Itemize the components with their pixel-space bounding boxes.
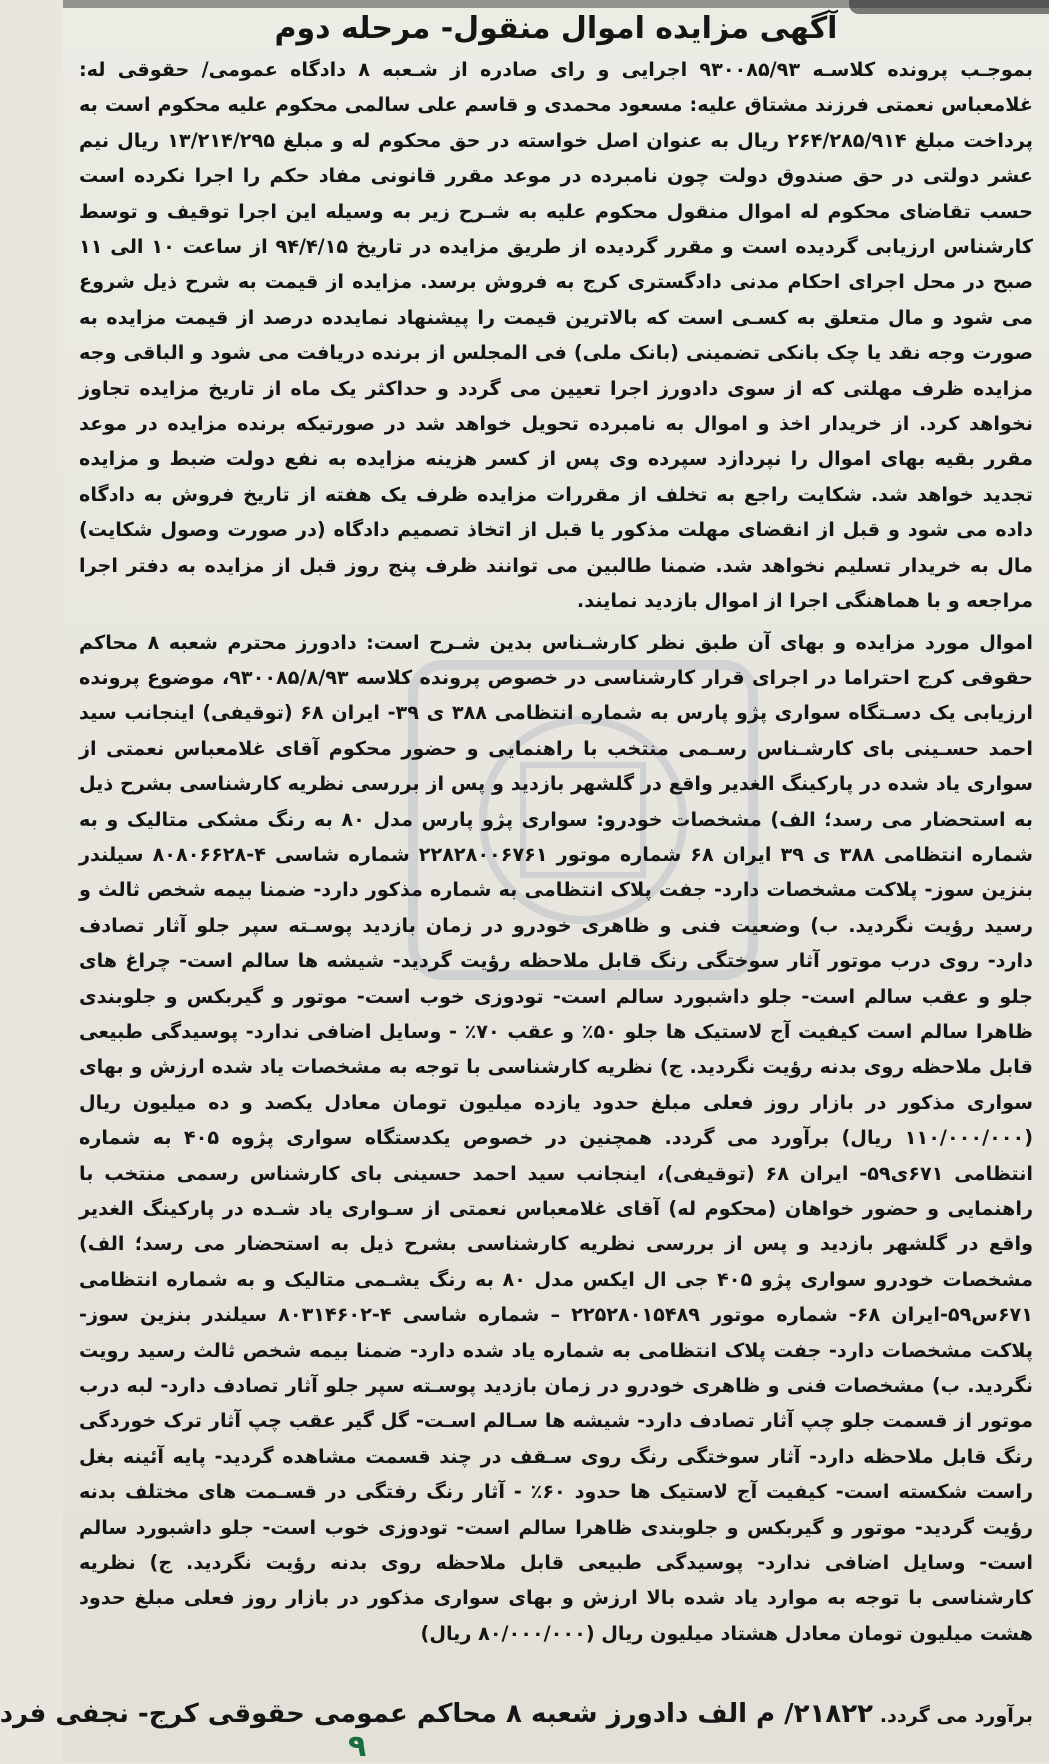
notice-footer: [0, 1696, 1033, 1734]
notice-body: [79, 52, 1033, 1692]
notice-paragraph-1: بموجـب پرونده کلاسـه ۹۳۰۰۸۵/۹۳ اجرایی و رای صادره از شـعبه ۸ دادگاه عمومی/ حقوقی له: غلامعباس نعمتی فرزند مشتاق علیه: مسعود محمدی و قاسم علی سالمی محکوم علیه محکوم است به پرداخت مبلغ ۲۶۴/۲۸۵/۹۱۴ ریال به عنوان اصل خواسته در حق محکوم له و مبلغ ۱۳/۲۱۴/۲۹۵ ریال نیم عشر دولتی در حق صندوق دولت چون نامبرده در موعد مقرر قانونی مفاد حکم را اجرا نکرده است حسب تقاضای محکوم له اموال منقول محکوم علیه به شـرح زیر به وسیله این اجرا توقیف و توسط کارشناس ارزیابی گردیده است و مقرر گردیده از طریق مزایده در تاریخ ۹۴/۴/۱۵ از ساعت ۱۰ الی ۱۱ صبح در محل اجرای احکام مدنی دادگستری کرج به فروش برسد. مزایده از قیمت به شرح ذیل شروع می شود و مال متعلق به کسـی است که بالاترین قیمت را پیشنهاد نمایدده درصد از قیمت مزایده به صورت وجه نقد یا چک بانکی تضمینی (بانک ملی) فی المجلس از برنده دریافت می شود و الباقی وجه مزایده ظرف مهلتی که از سوی دادورز اجرا تعیین می گردد و حداکثر یک ماه از تاریخ مزایده تجاوز نخواهد کرد. از خریدار اخذ و اموال به نامبرده تحویل خواهد شد در صورتیکه برنده مزایده در موعد مقرر بقیه بهای اموال را نپردازد سپرده وی پس از کسر هزینه مزایده به نفع دولت ضبط و مزایده تجدید خواهد شد. شکایت راجع به تخلف از مقررات مزایده ظرف یک هفته از تاریخ فروش به دادگاه داده می شود و قبل از انقضای مهلت مذکور یا قبل از اتخاذ تصمیم دادگاه (در صورت وصول شکایت) مال به خریدار تسلیم نخواهد شد. ضمنا طالبین می توانند ظرف پنج روز قبل از مزایده به دفتر اجرا مراجعه و با هماهنگی اجرا از اموال بازدید نمایند.: [79, 58, 1033, 613]
footer-lead-text: برآورد می گردد.: [879, 1704, 1033, 1727]
signature-line: ۲۱۸۲۲/ م الف دادورز شعبه ۸ محاکم عمومی حقوقی کرج- نجفی فرد: [0, 1699, 874, 1729]
notice-paragraph-2: اموال مورد مزایده و بهای آن طبق نظر کارشـناس بدین شـرح است: دادورز محترم شعبه ۸ محاکم حقوقی کرج احتراما در اجرای قرار کارشناسی در خصوص پرونده کلاسه ۹۳۰۰۸۵/۸/۹۳، موضوع پرونده ارزیابی یک دسـتگاه سواری پژو پارس به شماره انتظامی ۳۸۸ ی ۳۹- ایران ۶۸ (توقیفی) اینجانب سید احمد حسـینی بای کارشـناس رسـمی منتخب با راهنمایی و حضور محکوم آقای غلامعباس نعمتی از سواری یاد شده در پارکینگ الغدیر واقع در گلشهر بازدید و پس از بررسی نظریه کارشناسی بشرح ذیل به استحضار می رسد؛ الف) مشخصات خودرو: سواری پژو پارس مدل ۸۰ به رنگ مشکی متالیک و به شماره انتظامی ۳۸۸ ی ۳۹ ایران ۶۸ شماره موتور ۲۲۸۲۸۰۰۶۷۶۱ شماره شاسی ۴-۸۰۸۰۶۶۲۸ سیلندر بنزین سوز- پلاکت مشخصات دارد- جفت پلاک انتظامی به شماره مذکور دارد- ضمنا بیمه شخص ثالث و رسید رؤیت نگردید. ب) وضعیت فنی و ظاهری خودرو در زمان بازدید پوسـته سپر جلو آثار تصادف دارد- روی درب موتور آثار سوختگی رنگ قابل ملاحظه رؤیت گردید- شیشه ها سالم است- چراغ های جلو و عقب سالم است- جلو داشبورد سالم است- تودوزی خوب است- موتور و گیربکس و جلوبندی ظاهرا سالم است کیفیت آج لاستیک ها جلو ۵۰٪ و عقب ۷۰٪ - وسایل اضافی ندارد- پوسیدگی طبیعی قابل ملاحظه روی بدنه رؤیت نگردید. ج) نظریه کارشناسی با توجه به مشخصات یاد شده ارزش و بهای سواری مذکور در بازار روز فعلی مبلغ حدود یازده میلیون تومان معادل یکصد و ده میلیون ریال (۱۱۰/۰۰۰/۰۰۰ ریال) برآورد می گردد. همچنین در خصوص یکدستگاه سواری پژوه ۴۰۵ به شماره انتظامی ۶۷۱ی۵۹- ایران ۶۸ (توقیفی)، اینجانب سید احمد حسینی بای کارشناس رسمی منتخب با راهنمایی و حضور خواهان (محکوم له) آقای غلامعباس نعمتی از سـواری یاد شـده در پارکینگ الغدیر واقع در گلشهر بازدید و پس از بررسی نظریه کارشناسی بشرح ذیل به استحضار می رسد؛ الف) مشخصات خودرو سواری پژو ۴۰۵ جی ال ایکس مدل ۸۰ به رنگ یشـمی متالیک و به شماره انتظامی ۶۷۱س۵۹-ایران ۶۸- شماره موتور ۲۲۵۲۸۰۱۵۴۸۹ – شماره شاسی ۴-۸۰۳۱۴۶۰۲ سیلندر بنزین سوز- پلاکت مشخصات دارد- جفت پلاک انتظامی به شماره یاد شده دارد- ضمنا بیمه شخص ثالث رسید رویت نگردید. ب) مشخصات فنی و ظاهری خودرو در زمان بازدید پوسـته سپر جلو آثار تصادف دارد- لبه درب موتور از قسمت جلو چپ آثار تصادف دارد- شیشه ها سـالم اسـت- گل گیر عقب چپ آثار ترک خوردگی رنگ قابل ملاحظه دارد- آثار سوختگی رنگ روی سـقف در چند قسمت مشاهده گردید- پایه آئینه بغل راست شکسته است- کیفیت آج لاستیک ها حدود ۶۰٪ - آثار رنگ رفتگی در قسـمت های مختلف بدنه رؤیت گردید- موتور و گیربکس و جلوبندی ظاهرا سالم است- تودوزی خوب است- جلو داشبورد سالم است- وسایل اضافی ندارد- پوسیدگی طبیعی قابل ملاحظه روی بدنه رؤیت نگردید. ج) نظریه کارشناسی با توجه به موارد یاد شده بالا ارزش و بهای سواری مذکور در بازار روز فعلی مبلغ حدود هشت میلیون تومان معادل هشتاد میلیون ریال (۸۰/۰۰۰/۰۰۰ ریال): [79, 630, 1034, 1645]
bottom-cut-fragment: ٩: [348, 1729, 367, 1764]
notice-title: آگهی مزایده اموال منقول- مرحله دوم: [274, 11, 838, 46]
